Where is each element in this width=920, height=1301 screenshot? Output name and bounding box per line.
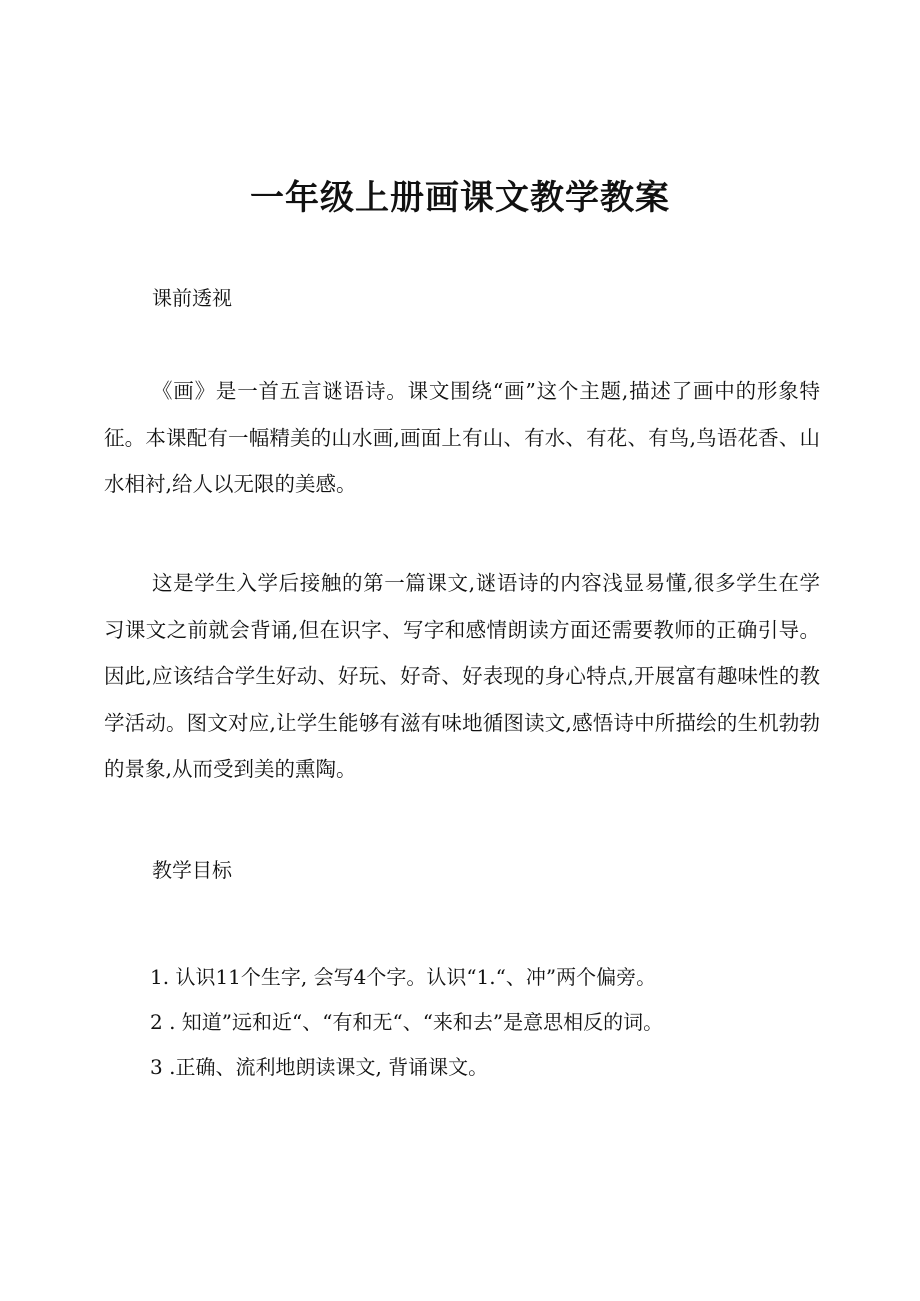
document-title: 一年级上册画课文教学教案 — [250, 178, 670, 218]
list-item: 2 . 知道”远和近“、“有和无“、“来和去”是意思相反的词。 — [150, 1010, 664, 1034]
section-heading-preview: 课前透视 — [152, 286, 232, 310]
goals-list — [150, 955, 663, 1090]
paragraph-intro: 《画》是一首五言谜语诗。课文围绕“画”这个主题,描述了画中的形象特征。本课配有一幅精美的山水画,画面上有山、有水、有花、有鸟,鸟语花香、山水相衬,给人以无限的美感。 — [104, 379, 820, 496]
paragraph-analysis: 这是学生入学后接触的第一篇课文,谜语诗的内容浅显易懂,很多学生在学习课文之前就会背诵,但在识字、写字和感情朗读方面还需要教师的正确引导。因此,应该结合学生好动、好玩、好奇、好表现的身心特点,开展富有趣味性的教学活动。图文对应,让学生能够有滋有味地循图读文,感悟诗中所描绘的生机勃勃的景象,从而受到美的熏陶。 — [104, 571, 820, 781]
section-heading-goals: 教学目标 — [152, 858, 232, 882]
list-item: 3 .正确、流利地朗读课文, 背诵课文。 — [150, 1055, 489, 1079]
list-item: 1. 认识11个生字, 会写4个字。认识“1.“、冲”两个偏旁。 — [150, 965, 657, 989]
